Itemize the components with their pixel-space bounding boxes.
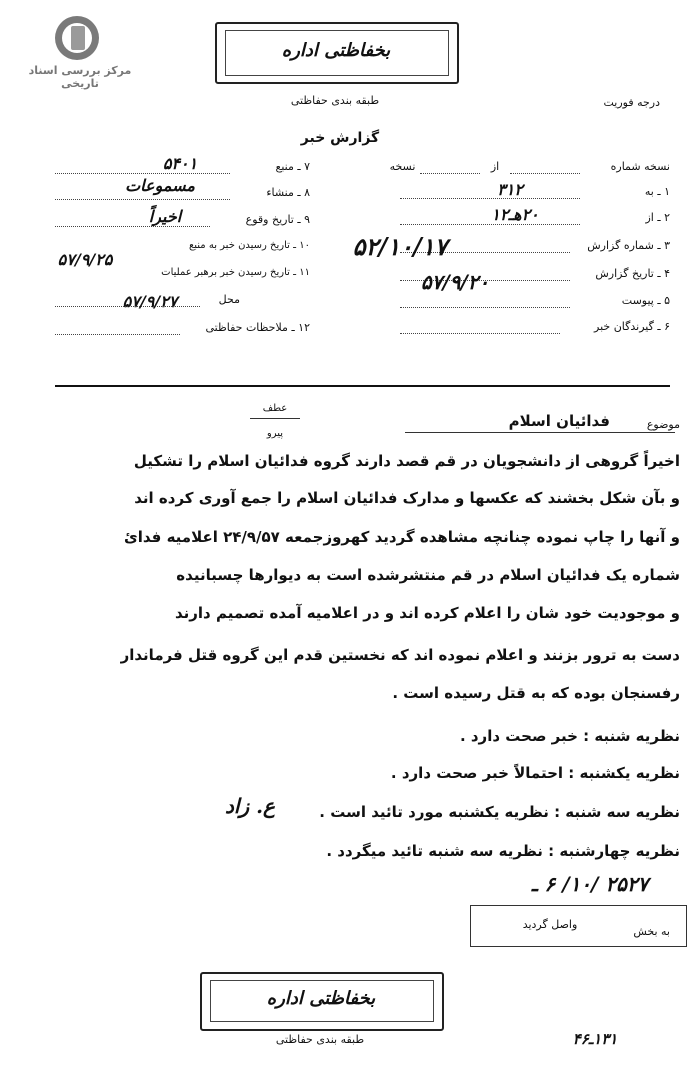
handwritten-note: ع. زاد — [225, 794, 275, 818]
subject-label: موضوع — [646, 418, 680, 431]
notes-label: ۱۲ ـ ملاحظات حفاظتی — [205, 321, 310, 334]
origin-value: مسموعات — [125, 176, 195, 195]
attachment-label: ۵ ـ پیوست — [621, 294, 670, 307]
page-code: ۱۳۱ـ۴۶ — [572, 1030, 618, 1048]
origin-label: ۸ ـ منشاء — [266, 186, 310, 199]
opinion-saturday: نظریه شنبه : خبر صحت دارد . — [459, 727, 680, 745]
event-date-value: اخیراً — [148, 207, 182, 226]
source-value: ۵۴۰۱ — [162, 154, 198, 173]
classification-label: طبقه بندی حفاظتی — [290, 94, 380, 107]
report-no-value: ۵۲/۱۰/۱۷ — [352, 232, 448, 261]
filing-received: واصل گردید — [522, 918, 578, 931]
body-line-4: شماره یک فدائیان اسلام در قم منتشرشده است به دیوارها چسبانیده — [176, 566, 680, 584]
report-no-label: ۳ ـ شماره گزارش — [587, 239, 670, 252]
peyro-label: پیرو — [266, 428, 284, 439]
copy-no-end: نسخه — [389, 160, 416, 173]
source-date-value: ۵۷/۹/۲۵ — [57, 250, 113, 269]
copy-no-label: نسخه شماره — [610, 160, 670, 173]
bottom-classification-label: طبقه بندی حفاظتی — [275, 1033, 365, 1046]
place-label: محل — [218, 293, 240, 306]
report-date-value: ۵۷/۹/۲۰ — [420, 270, 490, 294]
watermark-text: مرکز بررسی اسناد تاریخی — [28, 64, 132, 90]
report-date-label: ۴ ـ تاریخ گزارش — [595, 267, 670, 280]
atf-label: عطف — [262, 403, 288, 414]
body-line-3: و آنها را چاپ نموده چنانچه مشاهده گردید کهروزجمعه ۲۴/۹/۵۷ اعلامیه فدائ — [123, 528, 680, 546]
copy-no-mid: از — [490, 160, 500, 173]
body-line-1: اخیراً گروهی از دانشجویان در قم قصد دارند گروه فدائیان اسلام را تشکیل — [133, 452, 680, 470]
filing-section: به بخش — [633, 925, 670, 938]
body-line-2: و بآن شکل بخشند که عکسها و مدارک فدائیان اسلام را جمع آوری کرده اند — [134, 489, 680, 507]
bottom-stamp-text: بخفاظتی اداره — [266, 988, 376, 1009]
body-line-7: رفسنجان بوده که به قتل رسیده است . — [392, 684, 680, 702]
bottom-stamp — [200, 972, 444, 1031]
archive-logo-icon — [55, 16, 99, 60]
body-line-6: دست به ترور بزنند و اعلام نموده اند که نخستین قدم این گروه قتل فرماندار — [120, 646, 680, 664]
subject-value: فدائیان اسلام — [508, 412, 610, 430]
page-title: گزارش خبر — [300, 130, 380, 146]
opinion-sunday: نظریه یکشنبه : احتمالاً خبر صحت دارد . — [390, 764, 680, 782]
source-date-label: ۱۰ ـ تاریخ رسیدن خبر به منبع — [188, 240, 310, 251]
event-date-label: ۹ ـ تاریخ وقوع — [245, 213, 310, 226]
priority-label: درجه فوریت — [603, 96, 660, 109]
ops-date-label: ۱۱ ـ تاریخ رسیدن خبر برهبر عملیات — [161, 267, 310, 278]
top-stamp-text: بخفاظتی اداره — [281, 40, 391, 61]
from-label: ۲ ـ از — [645, 211, 670, 224]
opinion-tuesday: نظریه سه شنبه : نظریه یکشنبه مورد تائید است . — [319, 803, 680, 821]
to-label: ۱ ـ به — [644, 185, 670, 198]
ops-date-value: ۵۷/۹/۲۷ — [122, 292, 178, 311]
to-value: ۳۱۲ — [497, 180, 523, 199]
source-label: ۷ ـ منبع — [275, 160, 310, 173]
opinion-wednesday: نظریه چهارشنبه : نظریه سه شنبه تائید میگردد . — [326, 842, 680, 860]
filing-number: ۲۵۲۷ /۱۰/ ۶ ـ — [531, 872, 649, 896]
top-stamp — [215, 22, 459, 84]
recipients-label: ۶ ـ گیرندگان خبر — [594, 320, 670, 333]
from-value: ۲۰هـ۱۲ — [491, 205, 539, 224]
body-line-5: و موجودیت خود شان را اعلام کرده اند و در اعلامیه آمده تصمیم دارند — [174, 604, 680, 622]
